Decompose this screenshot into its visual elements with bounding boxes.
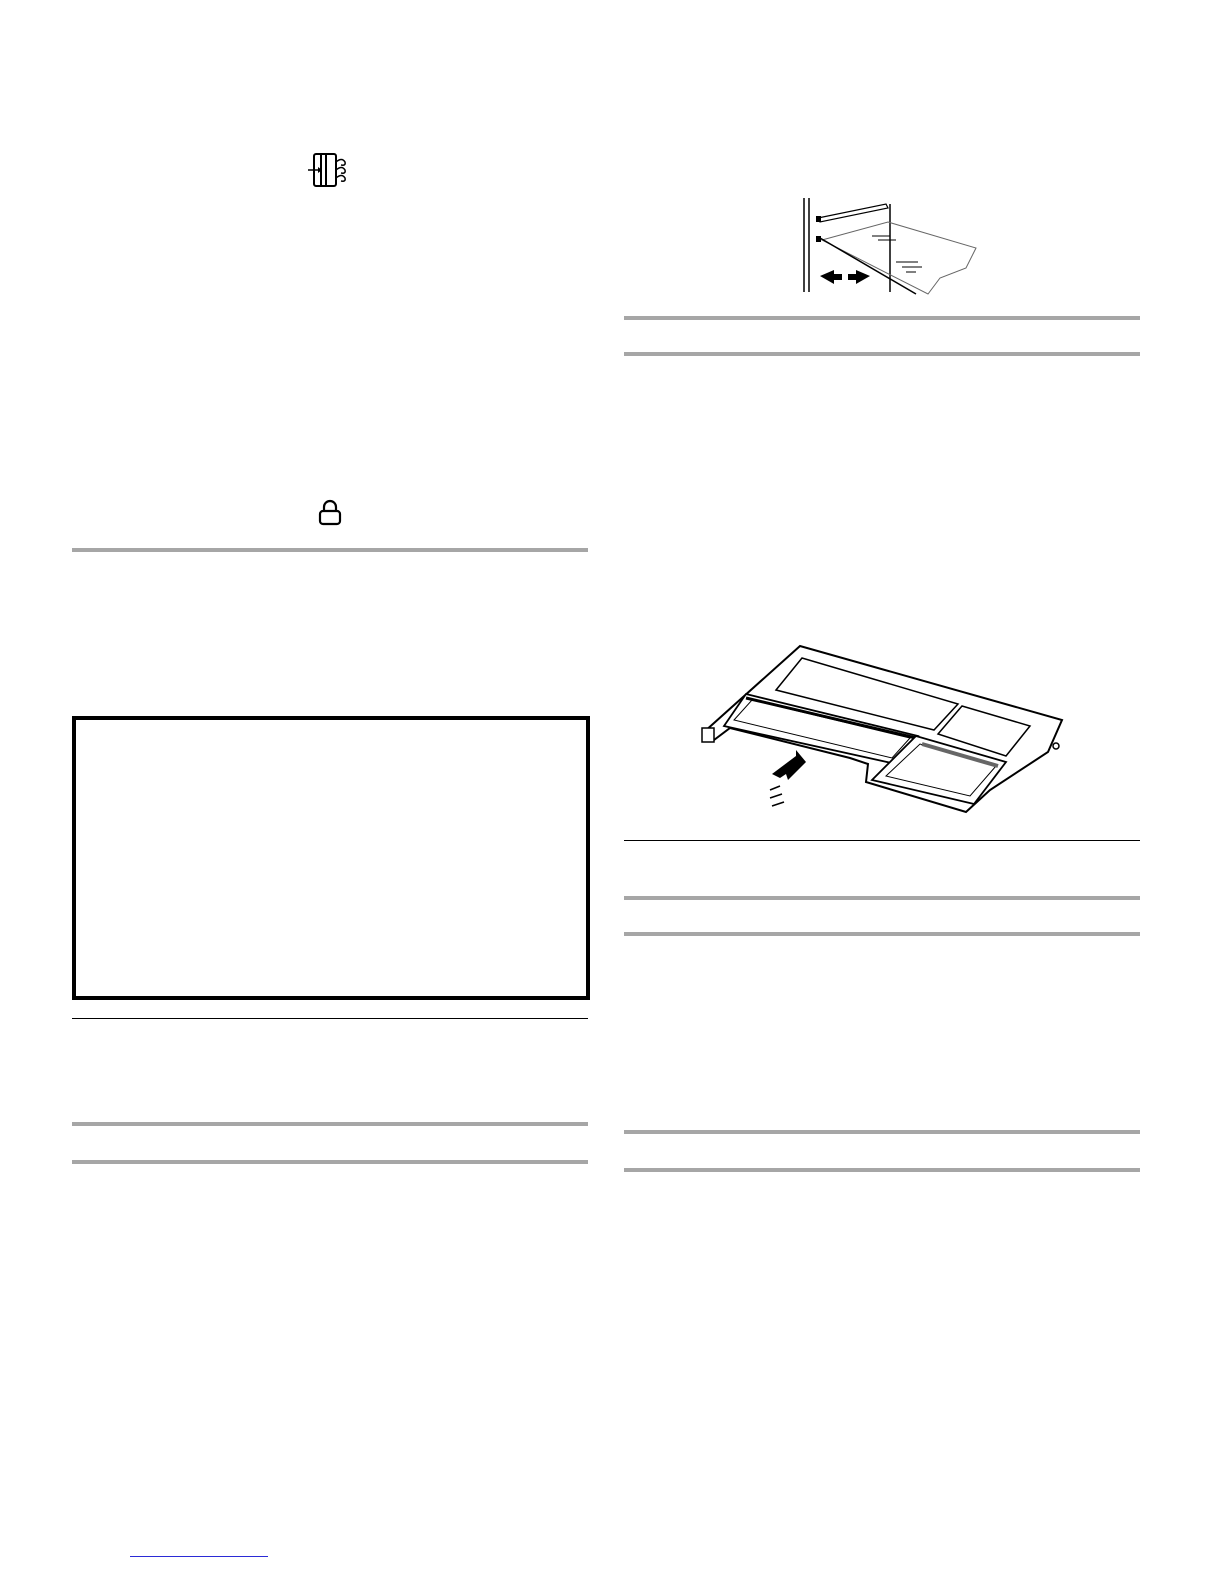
air-filter-icon [308, 152, 350, 190]
shelf-removal-illustration [800, 196, 984, 296]
section-divider [624, 840, 1140, 841]
section-divider [72, 1122, 588, 1126]
footer-link[interactable] [130, 1556, 268, 1557]
section-divider [624, 932, 1140, 936]
section-divider [624, 352, 1140, 356]
section-divider [624, 1130, 1140, 1134]
section-divider [72, 1160, 588, 1164]
crisper-drawer-illustration [700, 640, 1070, 825]
section-divider [624, 1168, 1140, 1172]
section-divider [72, 548, 588, 552]
warning-box [72, 716, 590, 1000]
section-divider [72, 1018, 588, 1019]
section-divider [624, 316, 1140, 320]
lock-icon [318, 500, 342, 526]
section-divider [624, 896, 1140, 900]
